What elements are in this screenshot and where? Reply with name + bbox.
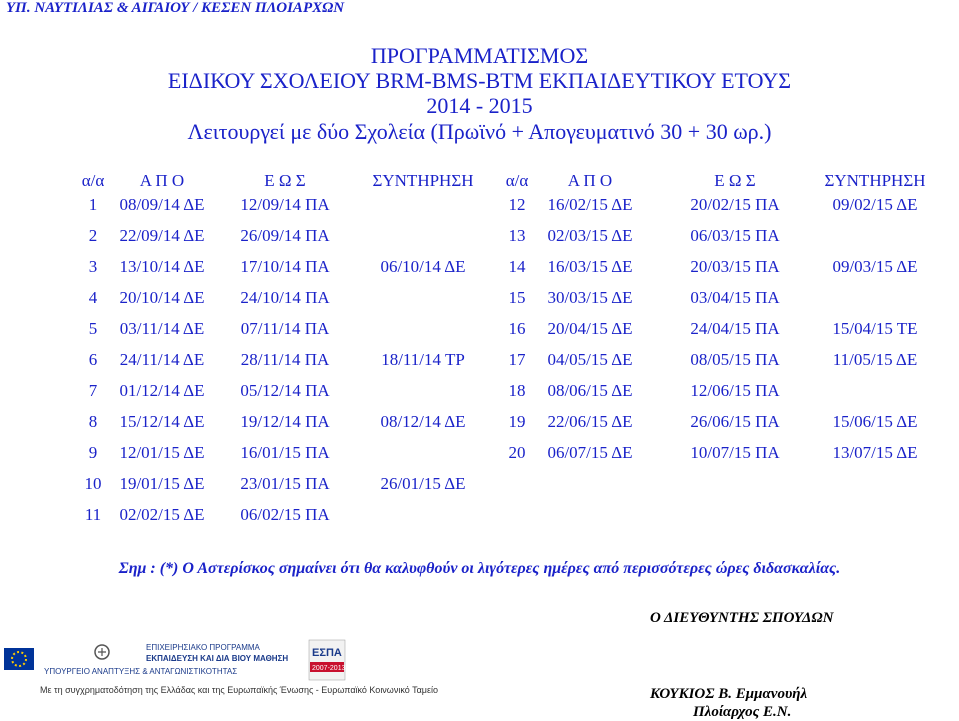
cell-from-left: 01/12/14 ΔΕ	[119, 381, 205, 400]
cell-from-left: 12/01/15 ΔΕ	[119, 443, 205, 462]
cell-from-left: 20/10/14 ΔΕ	[119, 288, 205, 307]
cell-from-right: 16/03/15 ΔΕ	[547, 257, 633, 276]
cell-aa-right: 13	[508, 226, 526, 245]
cell-to-left: 17/10/14 ΠΑ	[240, 257, 330, 276]
cell-maintenance-right: 11/05/15 ΔΕ	[832, 350, 918, 369]
column-header-from-right: Α Π Ο	[567, 171, 613, 190]
espa-label: ΕΣΠΑ	[312, 647, 342, 659]
cell-aa-left: 9	[88, 443, 98, 462]
cell-from-right: 06/07/15 ΔΕ	[547, 443, 633, 462]
cell-aa-right: 15	[508, 288, 526, 307]
cell-maintenance-right: 13/07/15 ΔΕ	[832, 443, 918, 462]
cell-to-right: 24/04/15 ΠΑ	[690, 319, 780, 338]
cell-to-left: 26/09/14 ΠΑ	[240, 226, 330, 245]
page-subtitle: ΕΙΔΙΚΟΥ ΣΧΟΛΕΙΟΥ BRM-BMS-BTM ΕΚΠΑΙΔΕΥΤΙΚΟΥ ΕΤΟΥΣ	[167, 68, 792, 93]
cell-aa-right: 16	[508, 319, 526, 338]
cell-aa-left: 6	[88, 350, 98, 369]
cell-to-right: 06/03/15 ΠΑ	[690, 226, 780, 245]
cell-to-right: 10/07/15 ΠΑ	[690, 443, 780, 462]
cell-aa-left: 2	[88, 226, 98, 245]
cell-aa-right: 17	[508, 350, 526, 369]
espa-years: 2007-2013	[312, 665, 346, 672]
column-header-from-left: Α Π Ο	[139, 171, 185, 190]
cell-aa-right: 12	[508, 195, 526, 214]
cell-from-right: 02/03/15 ΔΕ	[547, 226, 633, 245]
column-header-to-left: Ε Ω Σ	[264, 171, 306, 190]
espa-logo-icon	[309, 640, 346, 680]
cell-from-right: 04/05/15 ΔΕ	[547, 350, 633, 369]
signature-name: ΚΟΥΚΙΟΣ Β. Εμμανουήλ	[650, 686, 808, 702]
cell-to-left: 24/10/14 ΠΑ	[240, 288, 330, 307]
cell-aa-left: 11	[84, 505, 102, 524]
cell-to-right: 20/02/15 ΠΑ	[690, 195, 780, 214]
cell-maintenance-left: 06/10/14 ΔΕ	[380, 257, 466, 276]
cell-from-left: 03/11/14 ΔΕ	[119, 319, 205, 338]
cell-from-left: 24/11/14 ΔΕ	[119, 350, 205, 369]
cell-aa-left: 1	[88, 195, 98, 214]
cell-aa-left: 4	[88, 288, 98, 307]
cell-maintenance-right: 15/06/15 ΔΕ	[832, 412, 918, 431]
cell-maintenance-right: 09/02/15 ΔΕ	[832, 195, 918, 214]
cell-from-right: 16/02/15 ΔΕ	[547, 195, 633, 214]
cell-from-right: 22/06/15 ΔΕ	[547, 412, 633, 431]
cell-from-left: 08/09/14 ΔΕ	[119, 195, 205, 214]
cell-to-right: 26/06/15 ΠΑ	[690, 412, 780, 431]
column-header-to-right: Ε Ω Σ	[714, 171, 756, 190]
footnote: Σημ : (*) Ο Αστερίσκος σημαίνει ότι θα καλυφθούν οι λιγότερες ημέρες από περισσότερες ώρες διδασκαλίας.	[118, 560, 841, 577]
cell-to-left: 07/11/14 ΠΑ	[240, 319, 330, 338]
column-header-maintenance-left: ΣΥΝΤΗΡΗΣΗ	[372, 171, 474, 190]
cell-aa-right: 14	[508, 257, 526, 276]
cell-from-left: 22/09/14 ΔΕ	[119, 226, 205, 245]
signature-role: Ο ΔΙΕΥΘΥΝΤΗΣ ΣΠΟΥΔΩΝ	[650, 610, 834, 626]
page-title: ΠΡΟΓΡΑΜΜΑΤΙΣΜΟΣ	[370, 43, 589, 68]
cell-to-left: 23/01/15 ΠΑ	[240, 474, 330, 493]
column-header-maintenance-right: ΣΥΝΤΗΡΗΣΗ	[824, 171, 926, 190]
cell-from-right: 20/04/15 ΔΕ	[547, 319, 633, 338]
cell-maintenance-right: 15/04/15 ΤΕ	[832, 319, 918, 338]
cell-aa-left: 8	[88, 412, 98, 431]
cell-to-left: 19/12/14 ΠΑ	[240, 412, 330, 431]
cell-maintenance-left: 26/01/15 ΔΕ	[380, 474, 466, 493]
cell-to-right: 12/06/15 ΠΑ	[690, 381, 780, 400]
cell-aa-left: 5	[88, 319, 98, 338]
cell-to-right: 08/05/15 ΠΑ	[690, 350, 780, 369]
academic-year: 2014 - 2015	[426, 93, 533, 118]
cell-to-left: 16/01/15 ΠΑ	[240, 443, 330, 462]
cell-aa-right: 20	[508, 443, 526, 462]
cell-from-right: 30/03/15 ΔΕ	[547, 288, 633, 307]
column-header-aa-right: α/α	[505, 171, 529, 190]
cell-from-left: 19/01/15 ΔΕ	[119, 474, 205, 493]
eu-flag-icon	[4, 648, 34, 670]
cell-to-right: 20/03/15 ΠΑ	[690, 257, 780, 276]
program-label-1: ΕΠΙΧΕΙΡΗΣΙΑΚΟ ΠΡΟΓΡΑΜΜΑ	[146, 643, 260, 652]
cell-maintenance-left: 08/12/14 ΔΕ	[380, 412, 466, 431]
cell-to-left: 06/02/15 ΠΑ	[240, 505, 330, 524]
operation-note: Λειτουργεί με δύο Σχολεία (Πρωϊνό + Απογευματινό 30 + 30 ωρ.)	[187, 119, 772, 144]
ministry-header: ΥΠ. ΝΑΥΤΙΛΙΑΣ & ΑΙΓΑΙΟΥ / ΚΕΣΕΝ ΠΛΟΙΑΡΧΩΝ	[6, 0, 345, 16]
cell-to-left: 28/11/14 ΠΑ	[240, 350, 330, 369]
cell-from-right: 08/06/15 ΔΕ	[547, 381, 633, 400]
cell-to-left: 12/09/14 ΠΑ	[240, 195, 330, 214]
funding-logos	[4, 638, 434, 682]
cell-to-right: 03/04/15 ΠΑ	[690, 288, 780, 307]
greek-emblem-icon	[95, 645, 109, 659]
cell-maintenance-right: 09/03/15 ΔΕ	[832, 257, 918, 276]
cell-aa-left: 7	[88, 381, 98, 400]
column-header-aa-left: α/α	[81, 171, 105, 190]
cell-aa-left: 3	[88, 257, 98, 276]
cell-from-left: 15/12/14 ΔΕ	[119, 412, 205, 431]
cell-aa-right: 19	[508, 412, 526, 431]
funding-footer: Με τη συγχρηματοδότηση της Ελλάδας και της Ευρωπαϊκής Ένωσης - Ευρωπαϊκό Κοινωνικό Ταμείο	[40, 685, 438, 695]
program-label-2: ΕΚΠΑΙΔΕΥΣΗ ΚΑΙ ΔΙΑ ΒΙΟΥ ΜΑΘΗΣΗ	[146, 654, 289, 663]
signature-rank: Πλοίαρχος Ε.Ν.	[693, 704, 792, 720]
cell-from-left: 13/10/14 ΔΕ	[119, 257, 205, 276]
cell-maintenance-left: 18/11/14 ΤΡ	[381, 350, 465, 369]
cell-aa-right: 18	[508, 381, 526, 400]
cell-to-left: 05/12/14 ΠΑ	[240, 381, 330, 400]
cell-from-left: 02/02/15 ΔΕ	[119, 505, 205, 524]
cell-aa-left: 10	[84, 474, 102, 493]
ministry-label: ΥΠΟΥΡΓΕΙΟ ΑΝΑΠΤΥΞΗΣ & ΑΝΤΑΓΩΝΙΣΤΙΚΟΤΗΤΑΣ	[44, 667, 238, 676]
